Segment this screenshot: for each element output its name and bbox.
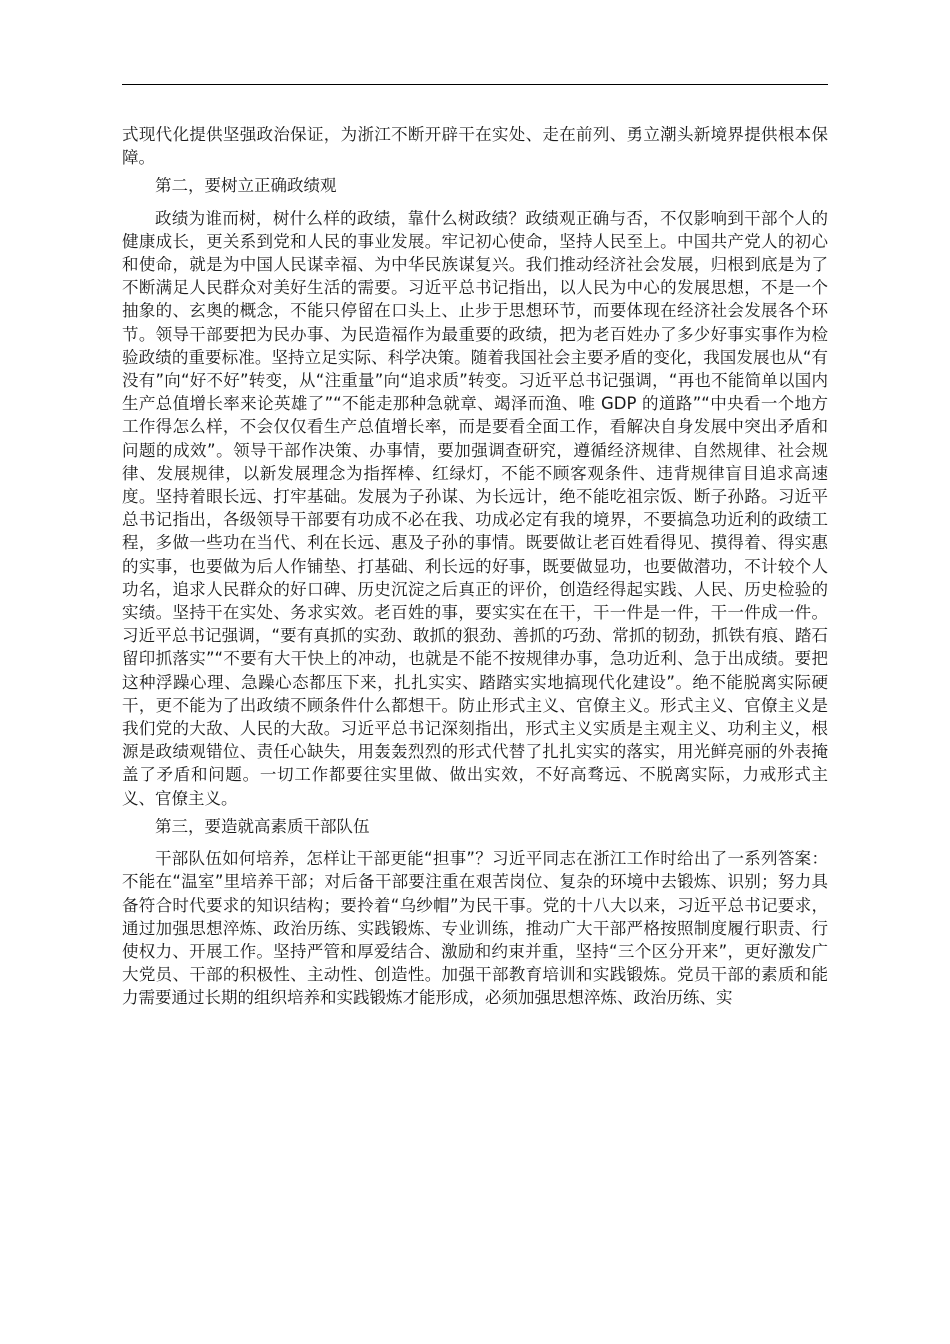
section-heading-3: 第三，要造就高素质干部队伍 — [155, 816, 370, 836]
paragraph-body: 干部队伍如何培养，怎样让干部更能“担事”？习近平同志在浙江工作时给出了一系列答案：不能在“温室”里培养干部；对后备干部要注重在艰苦岗位、复杂的环境中去锻炼、识别；努力具备符合时代要求的知识结构；要拎着“乌纱帽”为民干事。党的十八大以来，习近平总书记要求，通过加强思想淬炼、政治历练、实践锻炼、专业训练，推动广大干部严格按照制度履行职责、行使权力、开展工作。坚持严管和厚爱结合、激励和约束并重，坚持“三个区分开来”，更好激发广大党员、干部的积极性、主动性、创造性。加强干部教育培训和实践锻炼。党员干部的素质和能力需要通过长期的组织培养和实践锻炼才能形成，必须加强思想淬炼、政治历练、实 — [122, 849, 828, 1008]
document-body — [122, 123, 828, 1010]
paragraph-body: 政绩为谁而树，树什么样的政绩，靠什么树政绩？政绩观正确与否，不仅影响到干部个人的健康成长，更关系到党和人民的事业发展。牢记初心使命，坚持人民至上。中国共产党人的初心和使命，就是为中国人民谋幸福、为中华民族谋复兴。我们推动经济社会发展，归根到底是为了不断满足人民群众对美好生活的需要。习近平总书记指出，以人民为中心的发展思想，不是一个抽象的、玄奥的概念，不能只停留在口头上、止步于思想环节，而要体现在经济社会发展各个环节。领导干部要把为民办事、为民造福作为最重要的政绩，把为老百姓办了多少好事实事作为检验政绩的重要标准。坚持立足实际、科学决策。随着我国社会主要矛盾的变化，我国发展也从“有没有”向“好不好”转变，从“注重量”向“追求质”转变。习近平总书记强调，“再也不能简单以国内生产总值增长率来论英雄了”“不能走那种急就章、竭泽而渔、唯 GDP 的道路”“中央看一个地方工作得怎么样，不会仅仅看生产总值增长率，而是要看全面工作，看解决自身发展中突出矛盾和问题的成效”。领导干部作决策、办事情，要加强调查研究，遵循经济规律、自然规律、社会规律、发展规律，以新发展理念为指挥棒、红绿灯，不能不顾客观条件、违背规律盲目追求高速度。坚持着眼长远、打牢基础。发展为子孙谋、为长远计，绝不能吃祖宗饭、断子孙路。习近平总书记指出，各级领导干部要有功成不必在我、功成必定有我的境界，不要搞急功近利的政绩工程，多做一些功在当代、利在长远、惠及子孙的事情。既要做让老百姓看得见、摸得着、得实惠的实事，也要做为后人作铺垫、打基础、利长远的好事，既要做显功，也要做潜功，不计较个人功名，追求人民群众的好口碑、历史沉淀之后真正的评价，创造经得起实践、人民、历史检验的实绩。坚持干在实处、务求实效。老百姓的事，要实实在在干，干一件是一件，干一件成一件。习近平总书记强调，“要有真抓的实劲、敢抓的狠劲、善抓的巧劲、常抓的韧劲，抓铁有痕、踏石留印抓落实”“不要有大干快上的冲动，也就是不能不按规律办事，急功近利、急于出成绩。要把这种浮躁心理、急躁心态都压下来，扎扎实实、踏踏实实地搞现代化建设”。绝不能脱离实际硬干，更不能为了出政绩不顾条件什么都想干。防止形式主义、官僚主义。形式主义、官僚主义是我们党的大敌、人民的大敌。习近平总书记深刻指出，形式主义实质是主观主义、功利主义，根源是政绩观错位、责任心缺失，用轰轰烈烈的形式代替了扎扎实实的落实，用光鲜亮丽的外表掩盖了矛盾和问题。一切工作都要往实里做、做出实效，不好高骛远、不脱离实际，力戒形式主义、官僚主义。 — [122, 208, 828, 808]
header-rule — [122, 84, 828, 85]
paragraph-continuation: 式现代化提供坚强政治保证，为浙江不断开辟干在实处、走在前列、勇立潮头新境界提供根本保障。 — [122, 125, 828, 168]
section-heading-2: 第二，要树立正确政绩观 — [155, 176, 337, 196]
